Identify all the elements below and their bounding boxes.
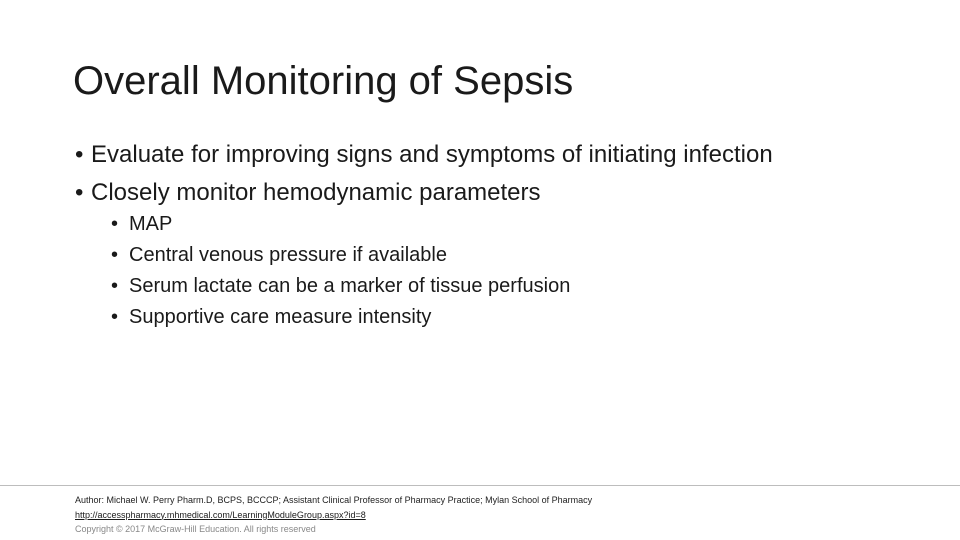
sub-bullet-text: Central venous pressure if available [129,244,447,266]
slide-title: Overall Monitoring of Sepsis [73,59,574,103]
sub-bullet-text: Supportive care measure intensity [129,306,432,328]
sub-bullet-list [111,209,570,333]
bullet-marker: • [111,213,119,235]
footer-link[interactable]: http://accesspharmacy.mhmedical.com/LearningModuleGroup.aspx?id=8 [75,509,366,520]
bullet-item [75,136,773,174]
bullet-marker: • [75,179,84,206]
footer-divider [0,485,960,486]
footer-copyright: Copyright © 2017 McGraw-Hill Education. All rights reserved [75,524,316,534]
sub-bullet-text: MAP [129,213,173,235]
bullet-marker: • [75,141,84,168]
footer-author: Author: Michael W. Perry Pharm.D, BCPS, BCCCP; Assistant Clinical Professor of Pharmacy Practice; Mylan School of Pharmacy [75,495,593,505]
sub-bullet-text: Serum lactate can be a marker of tissue perfusion [129,275,571,297]
bullet-text: Closely monitor hemodynamic parameters [91,179,541,206]
bullet-text: Evaluate for improving signs and symptoms of initiating infection [91,141,773,168]
bullet-item [75,174,773,212]
bullet-marker: • [111,306,119,328]
sub-bullet-item [111,271,570,302]
sub-bullet-item [111,302,570,333]
sub-bullet-item [111,240,570,271]
bullet-list [75,136,773,212]
footer [75,493,592,537]
sub-bullet-item [111,209,570,240]
bullet-marker: • [111,275,119,297]
bullet-marker: • [111,244,119,266]
